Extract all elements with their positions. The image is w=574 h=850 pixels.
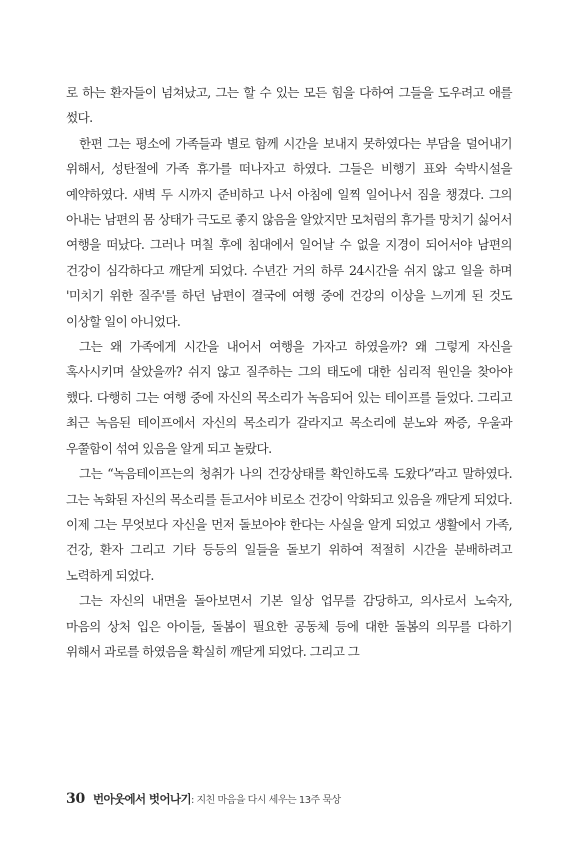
paragraph-4: 그는 “녹음테이프는의 청취가 나의 건강상태를 확인하도록 도왔다”라고 말하였다. 그는 녹화된 자신의 목소리를 듣고서야 비로소 건강이 악화되고 있음을 깨닫게 되었다. 이제 그는 무엇보다 자신을 먼저 돌보아야 한다는 사실을 알게 되었고 생활에서 가족, 건강, 환자 그리고 기타 등등의 일들을 돌보기 위하여 적절히 시간을 분배하려고 노력하게 되었다. — [66, 466, 512, 583]
page-body — [66, 80, 512, 664]
page-number: 30 — [66, 791, 85, 807]
book-title: 번아웃에서 벗어나기 — [92, 792, 191, 806]
paragraph-3: 그는 왜 가족에게 시간을 내어서 여행을 가자고 하였을까? 왜 그렇게 자신을 혹사시키며 살았을까? 쉬지 않고 질주하는 그의 태도에 대한 심리적 원인을 찾아야 했다. 다행히 그는 여행 중에 자신의 목소리가 녹음되어 있는 테이프를 들었다. 그리고 최근 녹음된 테이프에서 자신의 목소리가 갈라지고 목소리에 분노와 짜증, 우울과 우쭐함이 섞여 있음을 알게 되고 놀랐다. — [66, 339, 512, 456]
paragraph-2: 한편 그는 평소에 가족들과 별로 함께 시간을 보내지 못하였다는 부담을 덜어내기 위해서, 성탄절에 가족 휴가를 떠나자고 하였다. 그들은 비행기 표와 숙박시설을 예약하였다. 새벽 두 시까지 준비하고 나서 아침에 일찍 일어나서 짐을 챙겼다. 그의 아내는 남편의 몸 상태가 극도로 좋지 않음을 알았지만 모처럼의 휴가를 망치기 싫어서 여행을 떠났다. 그러나 며칠 후에 침대에서 일어날 수 없을 지경이 되어서야 남편의 건강이 심각하다고 깨닫게 되었다. 수년간 거의 하루 24시간을 쉬지 않고 일을 하며 '미치기 위한 질주'를 하던 남편이 결국에 여행 중에 건강의 이상을 느끼게 된 것도 이상할 일이 아니었다. — [66, 135, 512, 329]
book-subtitle: : 지친 마음을 다시 세우는 13주 묵상 — [190, 795, 341, 806]
paragraph-5: 그는 자신의 내면을 돌아보면서 기본 일상 업무를 감당하고, 의사로서 노숙자, 마음의 상처 입은 아이들, 돌봄이 필요한 공동체 등에 대한 돌봄의 의무를 다하기 위해서 과로를 하였음을 확실히 깨닫게 되었다. 그리고 그 — [66, 593, 512, 659]
page-footer — [66, 788, 512, 807]
paragraph-1: 로 하는 환자들이 넘쳐났고, 그는 할 수 있는 모든 힘을 다하여 그들을 도우려고 애를 썼다. — [66, 85, 512, 126]
